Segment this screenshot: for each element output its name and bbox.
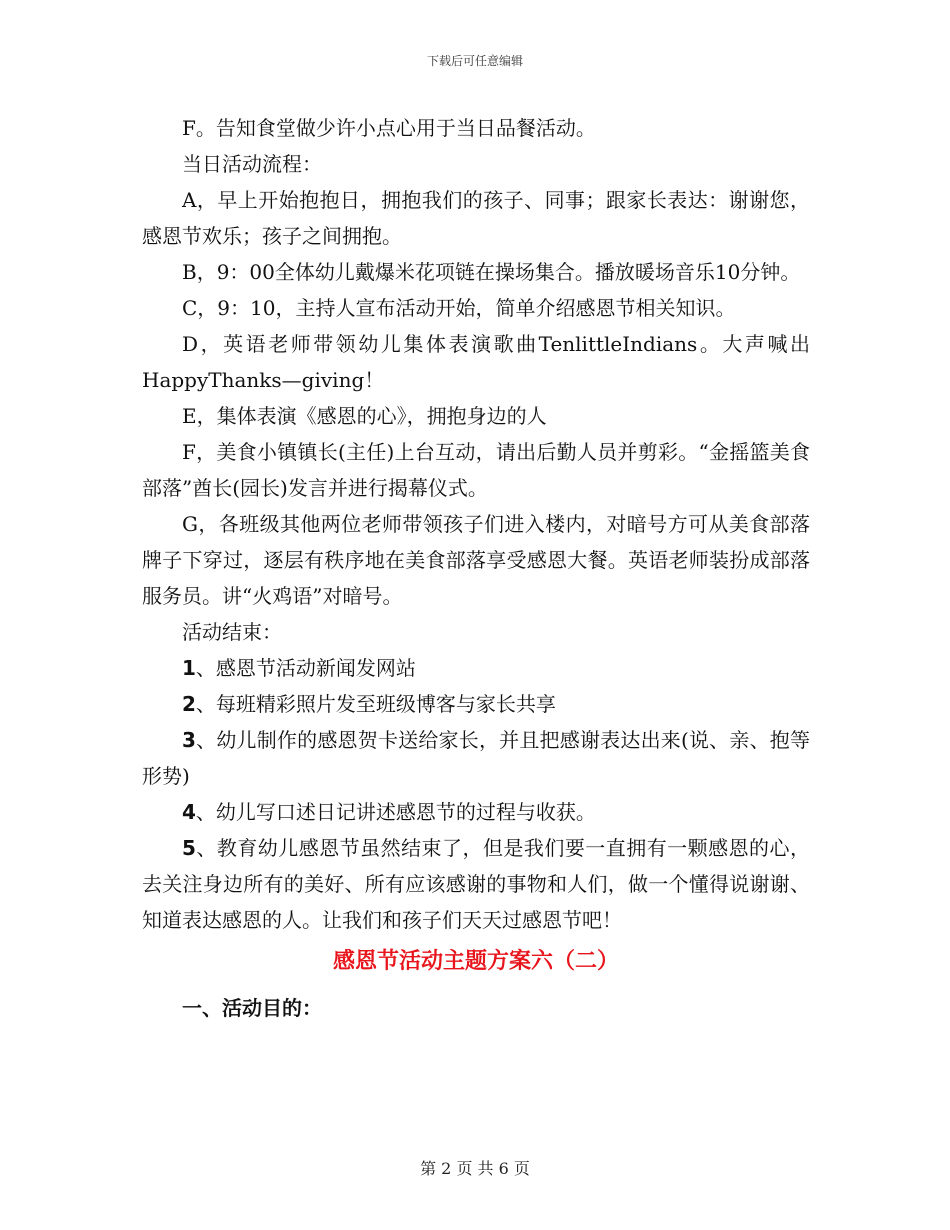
list-number: 1 (182, 656, 196, 680)
paragraph: C，9：10，主持人宣布活动开始，简单介绍感恩节相关知识。 (182, 296, 736, 320)
list-text: 、每班精彩照片发至班级博客与家长共享 (195, 692, 556, 716)
paragraph: G，各班级其他两位老师带领孩子们进入楼内，对暗号方可从美食部落牌子下穿过，逐层有秩序地在美食部落享受感恩大餐。英语老师装扮成部落服务员。讲“火鸡语”对暗号。 (142, 512, 810, 608)
list-number: 2 (182, 692, 196, 716)
page-footer: 第 2 页 共 6 页 (420, 1159, 530, 1178)
paragraph: 活动结束： (182, 620, 282, 644)
paragraph: 当日活动流程： (182, 152, 322, 176)
list-number: 5 (182, 836, 196, 860)
list-text: 、幼儿制作的感恩贺卡送给家长，并且把感谢表达出来(说、亲、抱等形势) (142, 728, 810, 788)
list-item (142, 722, 810, 794)
paragraph: E，集体表演《感恩的心》，拥抱身边的人 (182, 404, 547, 428)
paragraph: B，9：00全体幼儿戴爆米花项链在操场集合。播放暖场音乐10分钟。 (182, 260, 801, 284)
list-number: 3 (182, 728, 196, 752)
page-header: 下载后可任意编辑 (426, 54, 523, 68)
subheading: 一、活动目的： (182, 996, 322, 1020)
paragraph: A，早上开始抱抱日，拥抱我们的孩子、同事；跟家长表达：谢谢您，感恩节欢乐；孩子之间拥抱。 (142, 188, 810, 248)
list-item (142, 686, 810, 722)
list-text: 、感恩节活动新闻发网站 (195, 656, 416, 680)
list-item (142, 830, 810, 938)
paragraph: F。告知食堂做少许小点心用于当日品餐活动。 (182, 116, 596, 140)
list-item (142, 650, 810, 686)
paragraph: D，英语老师带领幼儿集体表演歌曲TenlittleIndians。大声喊出HappyThanks—giving！ (142, 332, 810, 392)
list-text: 、幼儿写口述日记讲述感恩节的过程与收获。 (195, 800, 596, 824)
document-body (142, 110, 810, 1026)
paragraph: F，美食小镇镇长(主任)上台互动，请出后勤人员并剪彩。“金摇篮美食部落”酋长(园长)发言并进行揭幕仪式。 (142, 440, 810, 500)
list-text: 、教育幼儿感恩节虽然结束了，但是我们要一直拥有一颗感恩的心，去关注身边所有的美好、所有应该感谢的事物和人们，做一个懂得说谢谢、知道表达感恩的人。让我们和孩子们天天过感恩节吧！ (142, 836, 810, 932)
list-item (142, 794, 810, 830)
section-title: 感恩节活动主题方案六（二） (332, 949, 619, 974)
list-number: 4 (182, 800, 196, 824)
